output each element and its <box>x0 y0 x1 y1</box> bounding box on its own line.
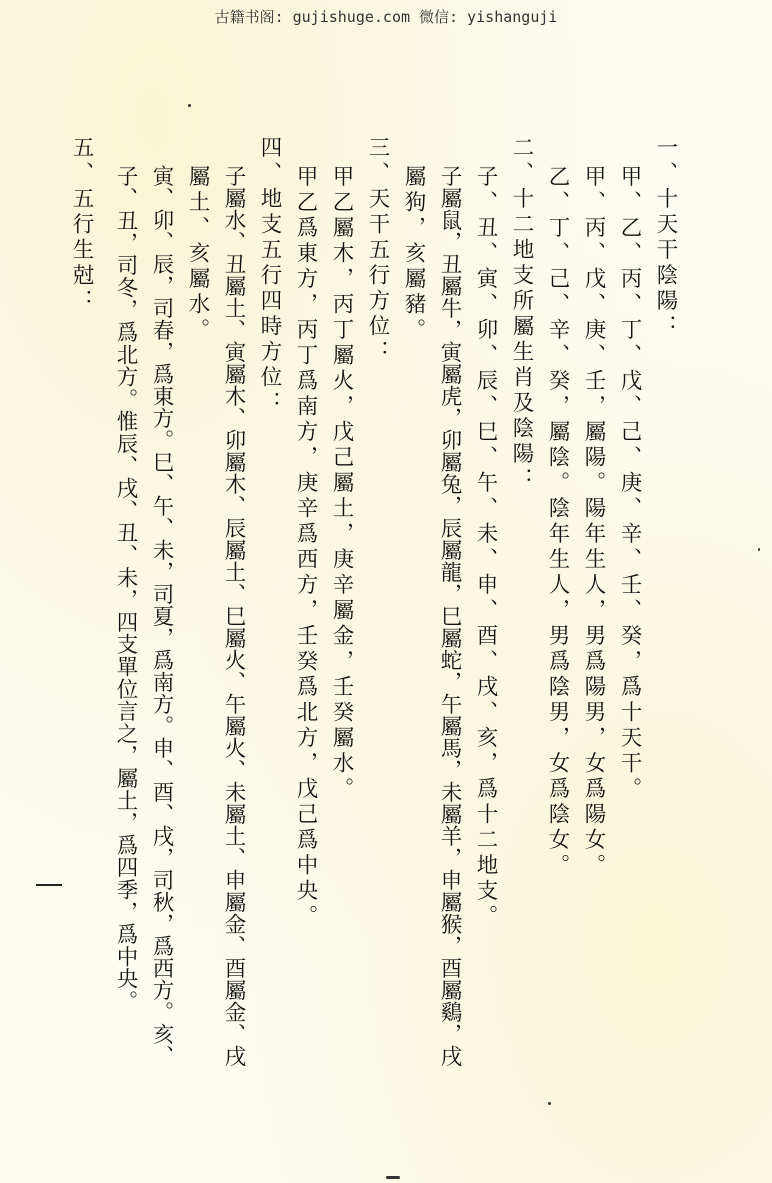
text-column: 甲、乙、丙、丁、戊、己、庚、辛、壬、癸，爲十天干。 <box>617 165 642 803</box>
text-column: 子屬鼠，丑屬牛，寅屬虎，卯屬兔，辰屬龍，巳屬蛇，午屬馬，未屬羊，申屬猴，酉屬鷄，戌 <box>437 165 462 1067</box>
text-column: 寅、卯、辰，司春，爲東方。巳、午、未，司夏，爲南方。申、酉、戌，司秋，爲西方。亥、 <box>149 165 174 1067</box>
text-column: 甲、丙、戊、庚、壬，屬陽。陽年生人，男爲陽男，女爲陽女。 <box>581 165 606 879</box>
watermark: 古籍书阁: gujishuge.com 微信: yishanguji <box>214 8 558 26</box>
text-column: 乙、丁、己、辛、癸，屬陰。陰年生人，男爲陰男，女爲陰女。 <box>545 165 570 879</box>
section-5-heading: 五、五行生尅： <box>69 136 94 315</box>
text-column: 甲乙爲東方，丙丁爲南方，庚辛爲西方，壬癸爲北方，戊己爲中央。 <box>293 165 318 930</box>
section-1-heading: 一、十天干陰陽： <box>653 136 678 340</box>
text-column: 屬土、亥屬水。 <box>185 165 210 344</box>
paper-speck <box>758 548 760 551</box>
text-column: 子屬水、丑屬土、寅屬木、卯屬木、辰屬土、巳屬火、午屬火、未屬土、申屬金、酉屬金、戌 <box>221 165 246 1067</box>
page-number <box>36 884 62 886</box>
text-column: 子、丑，司冬，爲北方。惟辰、戌、丑、未，四支單位言之，屬土，爲四季，爲中央。 <box>113 165 138 1013</box>
text-column: 屬狗，亥屬豬。 <box>401 165 426 344</box>
paper-speck <box>188 104 191 107</box>
text-column: 子、丑、寅、卯、辰、巳、午、未、申、酉、戌、亥，爲十二地支。 <box>473 165 498 930</box>
paper-speck <box>386 1176 400 1179</box>
section-4-heading: 四、地支五行四時方位： <box>257 136 282 417</box>
text-column: 甲乙屬木，丙丁屬火，戊己屬土，庚辛屬金，壬癸屬水。 <box>329 165 354 803</box>
paper-speck <box>548 1102 551 1105</box>
section-3-heading: 三、天干五行方位： <box>365 136 390 366</box>
section-2-heading: 二、十二地支所屬生肖及陰陽： <box>509 136 534 493</box>
